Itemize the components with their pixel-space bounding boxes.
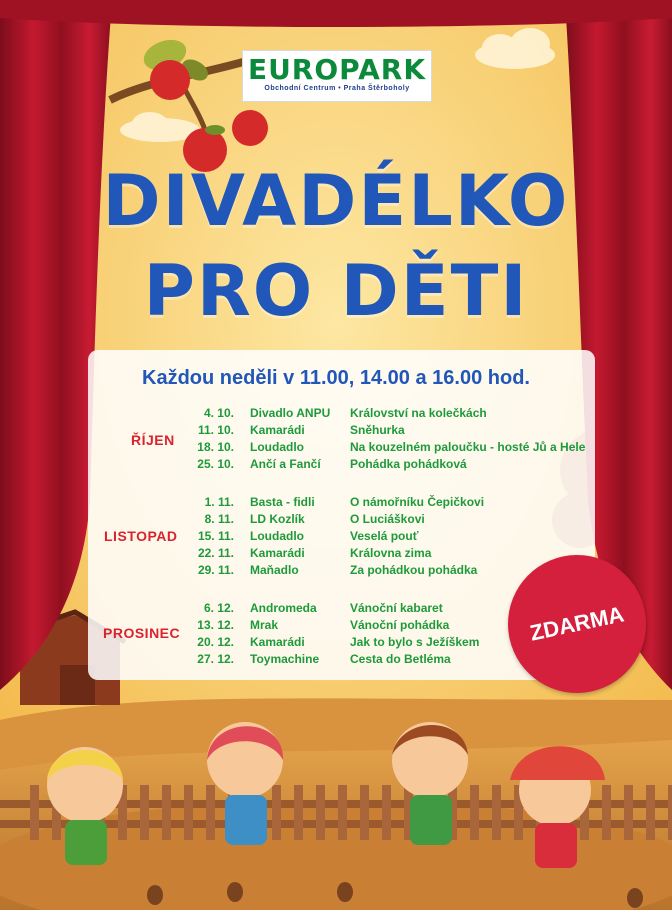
event-troupe: Kamarádi [250,423,305,437]
event-date: 6. 12. [203,601,234,615]
event-troupe: Mrak [250,618,279,632]
event-date: 27. 12. [197,652,234,666]
event-play: Sněhurka [350,423,405,437]
event-date: 8. 11. [204,512,234,526]
event-date: 15. 11. [197,529,234,543]
event-troupe: Kamarádi [250,546,305,560]
event-troupe: Loudadlo [250,440,304,454]
event-troupe: Ančí a Fančí [250,457,321,471]
event-play: Za pohádkou pohádka [350,563,478,577]
event-troupe: Loudadlo [250,529,304,543]
event-troupe: Divadlo ANPU [250,406,331,420]
free-admission-badge: ZDARMA [495,542,659,706]
month-label: ŘÍJEN [131,432,175,448]
event-play: Cesta do Betléma [350,652,451,666]
event-play: Veselá pouť [350,529,419,543]
event-play: Vánoční pohádka [350,618,450,632]
event-date: 22. 11. [197,546,234,560]
event-date: 29. 11. [197,563,234,577]
europark-logo [242,50,432,102]
title-line-1: DIVADÉLKO [102,160,570,242]
event-play: Pohádka pohádková [350,457,467,471]
event-date: 13. 12. [197,618,234,632]
event-date: 25. 10. [197,457,234,471]
title-line-2: PRO DĚTI [143,250,529,332]
event-play: Vánoční kabaret [350,601,443,615]
month-label: LISTOPAD [104,528,178,544]
event-play: O Luciáškovi [350,512,425,526]
event-date: 18. 10. [197,440,234,454]
event-play: Královna zima [350,546,432,560]
event-play: Na kouzelném paloučku - hosté Jů a Hele [350,440,586,454]
logo-subtitle: Obchodní Centrum • Praha Štěrboholy [264,85,410,92]
event-troupe: Andromeda [250,601,317,615]
event-date: 11. 10. [197,423,234,437]
event-troupe: Basta - fidli [250,495,315,509]
event-play: Království na kolečkách [350,406,487,420]
event-troupe: Toymachine [250,652,320,666]
schedule-heading: Každou neděli v 11.00, 14.00 a 16.00 hod. [142,367,530,389]
event-troupe: LD Kozlík [250,512,305,526]
event-play: Jak to bylo s Ježíškem [350,635,480,649]
event-date: 1. 11. [204,495,234,509]
month-label: PROSINEC [103,625,181,641]
logo-name: EUROPARK [247,53,427,86]
event-date: 20. 12. [197,635,234,649]
event-date: 4. 10. [203,406,234,420]
event-troupe: Maňadlo [250,563,299,577]
event-troupe: Kamarádi [250,635,305,649]
event-play: O námořníku Čepičkovi [350,495,485,509]
